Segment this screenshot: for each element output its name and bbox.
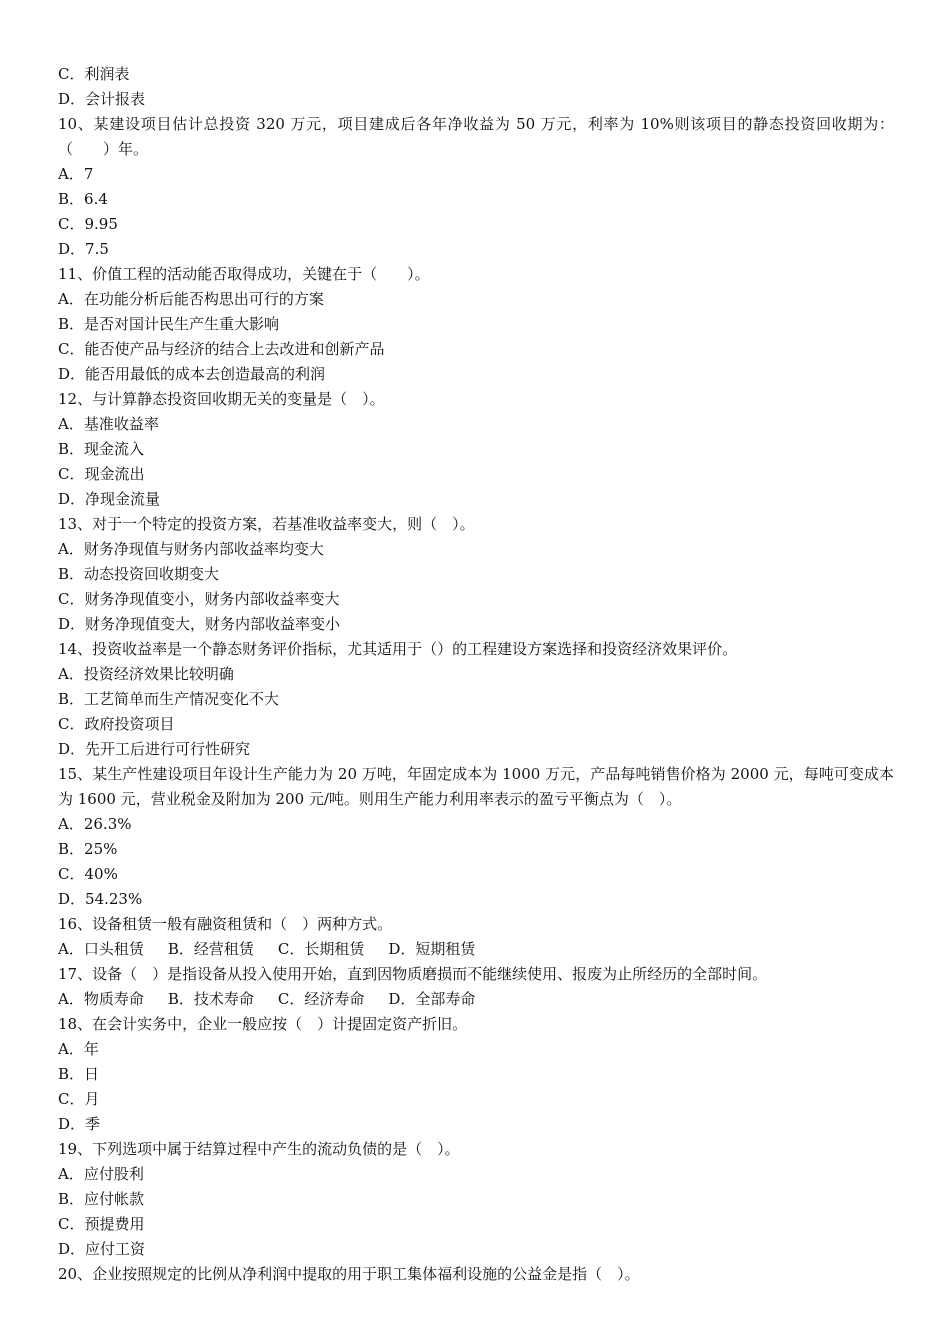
q15-option-b: B．25%: [58, 840, 118, 858]
q11-option-c: C．能否使产品与经济的结合上去改进和创新产品: [58, 340, 385, 358]
q17-options-row: [58, 987, 894, 1012]
question-13-text: 13、对于一个特定的投资方案，若基准收益率变大，则（ ）。: [58, 515, 475, 533]
q10-option-c: C．9.95: [58, 215, 118, 233]
q19-option-b: B．应付帐款: [58, 1190, 145, 1208]
q17-option-d: D．全部寿命: [388, 990, 476, 1008]
q17-option-c: C．经济寿命: [277, 990, 365, 1008]
q19-option-d: D．应付工资: [58, 1240, 146, 1258]
q15-option-c: C．40%: [58, 865, 118, 883]
q16-option-d: D．短期租赁: [388, 940, 476, 958]
q16-option-c: C．长期租赁: [277, 940, 365, 958]
document-page: [58, 62, 894, 1287]
option-line: C．利润表: [58, 65, 130, 83]
q14-option-a: A．投资经济效果比较明确: [58, 665, 234, 683]
question-18-text: 18、在会计实务中，企业一般应按（ ）计提固定资产折旧。: [58, 1015, 468, 1033]
question-14-text: 14、投资收益率是一个静态财务评价指标，尤其适用于（）的工程建设方案选择和投资经济效果评价。: [58, 640, 738, 658]
q13-option-b: B．动态投资回收期变大: [58, 565, 220, 583]
q10-option-d: D．7.5: [58, 240, 109, 258]
q11-option-a: A．在功能分析后能否构思出可行的方案: [58, 290, 324, 308]
q15-option-d: D．54.23%: [58, 890, 143, 908]
question-12-text: 12、与计算静态投资回收期无关的变量是（ ）。: [58, 390, 385, 408]
question-11-text: 11、价值工程的活动能否取得成功，关键在于（ ）。: [58, 265, 430, 283]
option-line: D．会计报表: [58, 90, 146, 108]
q12-option-a: A．基准收益率: [58, 415, 159, 433]
q13-option-d: D．财务净现值变大，财务内部收益率变小: [58, 615, 341, 633]
q15-option-a: A．26.3%: [58, 815, 132, 833]
q10-option-a: A．7: [58, 165, 94, 183]
question-10-text: 10、某建设项目估计总投资 320 万元，项目建成后各年净收益为 50 万元，利率为 10%则该项目的静态投资回收期为：（ ）年。: [58, 115, 894, 158]
q16-option-a: A．口头租赁: [58, 940, 144, 958]
q14-option-d: D．先开工后进行可行性研究: [58, 740, 251, 758]
q18-option-c: C．月: [58, 1090, 100, 1108]
q10-option-b: B．6.4: [58, 190, 108, 208]
q12-option-d: D．净现金流量: [58, 490, 161, 508]
q19-option-a: A．应付股利: [58, 1165, 144, 1183]
question-15-text: 15、某生产性建设项目年设计生产能力为 20 万吨，年固定成本为 1000 万元，产品每吨销售价格为 2000 元，每吨可变成本为 1600 元，营业税金及附加为 200 元/吨。则用生产能力利用率表示的盈亏平衡点为（ ）。: [58, 765, 894, 808]
q16-option-b: B．经营租赁: [167, 940, 254, 958]
q19-option-c: C．预提费用: [58, 1215, 145, 1233]
q18-option-d: D．季: [58, 1115, 101, 1133]
q18-option-b: B．日: [58, 1065, 100, 1083]
q14-option-b: B．工艺简单而生产情况变化不大: [58, 690, 280, 708]
q17-option-a: A．物质寿命: [58, 990, 144, 1008]
question-19-text: 19、下列选项中属于结算过程中产生的流动负债的是（ ）。: [58, 1140, 460, 1158]
question-20-text: 20、企业按照规定的比例从净利润中提取的用于职工集体福利设施的公益金是指（ ）。: [58, 1265, 640, 1283]
q11-option-d: D．能否用最低的成本去创造最高的利润: [58, 365, 326, 383]
q17-option-b: B．技术寿命: [167, 990, 254, 1008]
q16-options-row: [58, 937, 894, 962]
q18-option-a: A．年: [58, 1040, 99, 1058]
q12-option-c: C．现金流出: [58, 465, 145, 483]
q12-option-b: B．现金流入: [58, 440, 145, 458]
q14-option-c: C．政府投资项目: [58, 715, 175, 733]
q13-option-a: A．财务净现值与财务内部收益率均变大: [58, 540, 324, 558]
question-16-text: 16、设备租赁一般有融资租赁和（ ）两种方式。: [58, 915, 393, 933]
question-17-text: 17、设备（ ）是指设备从投入使用开始，直到因物质磨损而不能继续使用、报废为止所经历的全部时间。: [58, 965, 768, 983]
q11-option-b: B．是否对国计民生产生重大影响: [58, 315, 280, 333]
q13-option-c: C．财务净现值变小，财务内部收益率变大: [58, 590, 340, 608]
